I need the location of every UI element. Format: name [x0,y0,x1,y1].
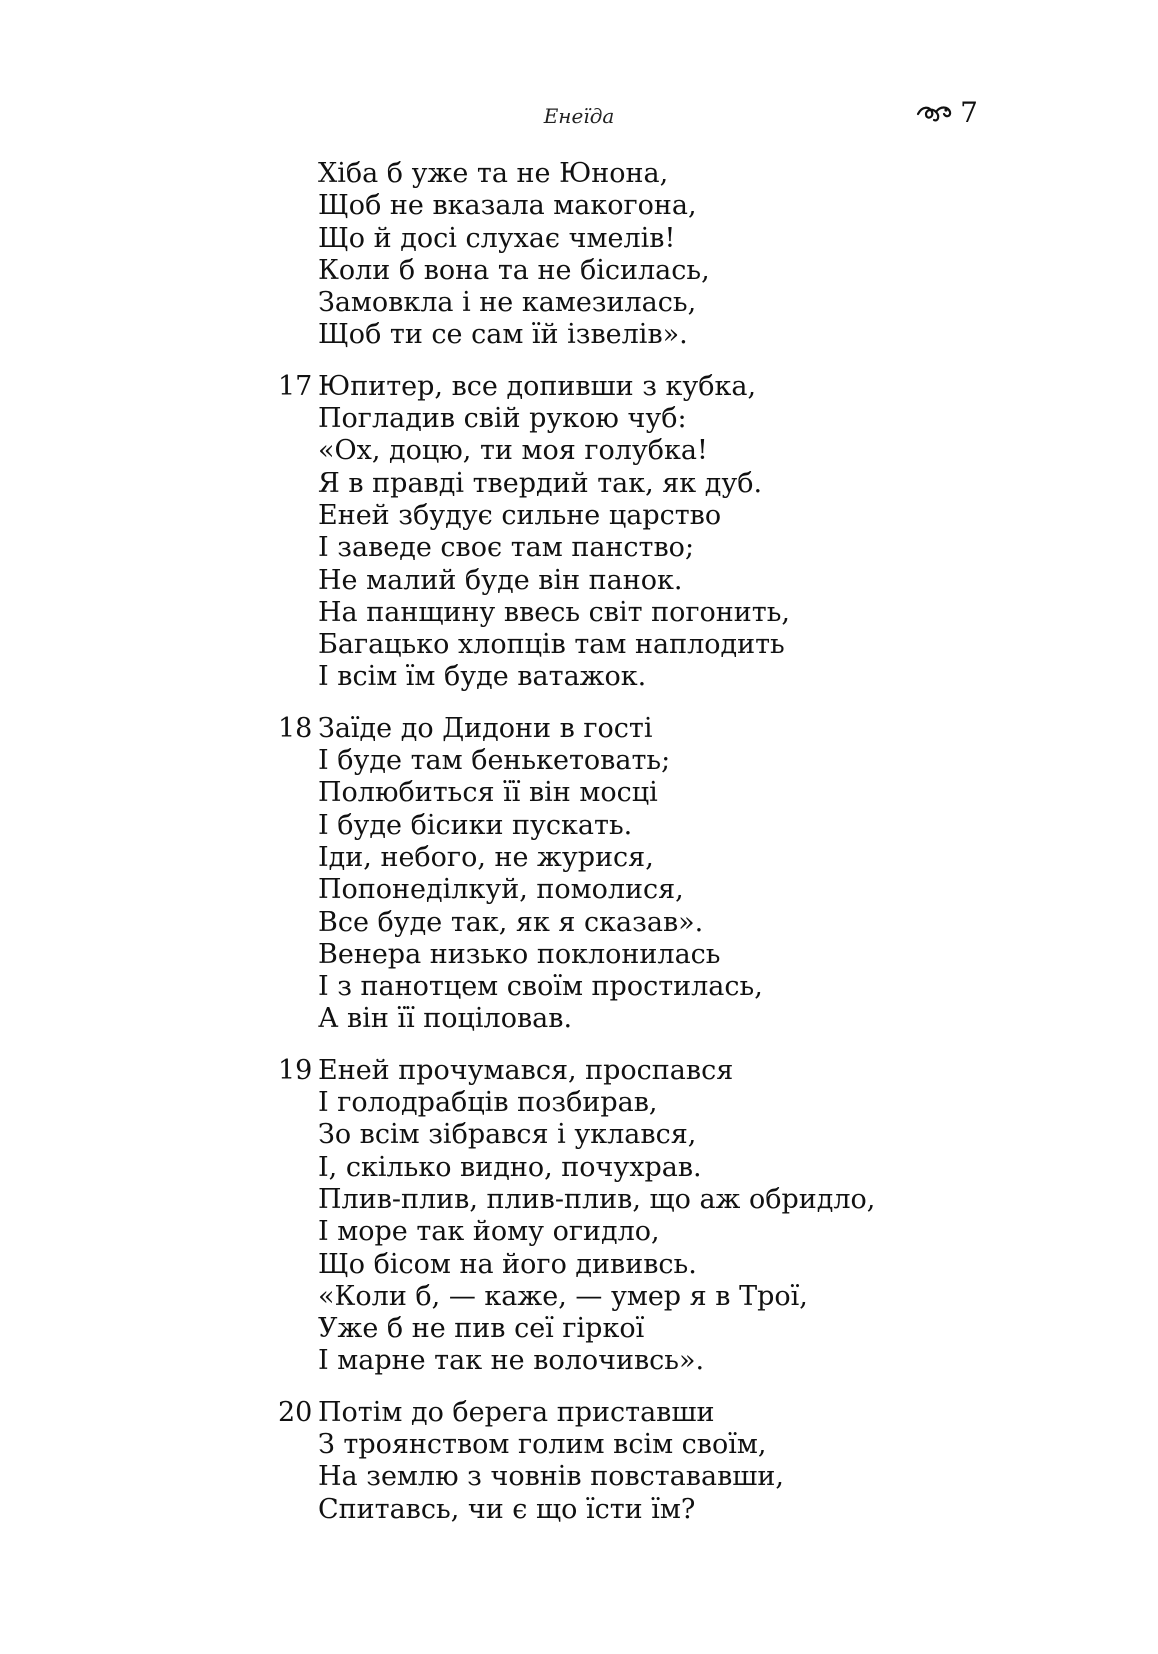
verse-line: Щоб не вказала макогона, [318,190,697,222]
verse-line: Не малий буде він панок. [318,564,683,596]
verse-line: І заведе своє там панство; [318,532,695,564]
verse-line: Спитавсь, чи є що їсти їм? [318,1493,696,1525]
flourish-ornament-icon [916,102,952,124]
verse-line: Еней прочумався, проспався [318,1054,734,1086]
stanza-number: 18 [278,712,313,744]
verse-line: І з панотцем своїм простилась, [318,971,763,1003]
running-title: Енеїда [543,104,615,128]
verse-line: І всім їм буде ватажок. [318,661,647,693]
verse-line: Я в правді твердий так, як дуб. [318,467,763,499]
verse-line: Попонеділкуй, помолися, [318,874,684,906]
page-folio [916,96,978,129]
verse-line: І море так йому огидло, [318,1216,660,1248]
verse-line: Іди, небого, не журися, [318,841,654,873]
verse-line: І марне так не волочивсь». [318,1345,705,1377]
verse-line: Все буде так, як я сказав». [318,906,704,938]
verse-line: Багацько хлопців там наплодить [318,629,785,661]
stanza-number: 19 [278,1054,313,1086]
verse-line: Зо всім зібрався і уклався, [318,1119,697,1151]
verse-line: Хіба б уже та не Юнона, [318,158,669,189]
page-number: 7 [960,96,978,129]
verse-line: Еней збудує сильне царство [318,499,722,531]
verse-line: Заїде до Дидони в гості [318,712,653,744]
verse-line: Коли б вона та не бісилась, [318,254,710,286]
stanza [278,713,998,1036]
verse-line: І буде бісики пускать. [318,809,633,841]
verse-line: Щоб ти се сам їй ізвелів». [318,319,688,351]
verse-line: «Ох, доцю, ти моя голубка! [318,435,708,467]
verse-line: На землю з човнів повстававши, [318,1461,784,1493]
verse-line: Венера низько поклонилась [318,938,721,970]
verse-line: Полюбиться її він мосці [318,777,658,809]
verse-line: Потім до берега приставши [318,1396,715,1428]
verse-line: Що бісом на його дививсь. [318,1248,697,1280]
verse-line: Юпитер, все допивши з кубка, [318,370,757,402]
verse-line: Плив-плив, плив-плив, що аж обридло, [318,1183,876,1215]
verse-line: І голодрабців позбирав, [318,1087,658,1119]
verse-line: З троянством голим всім своїм, [318,1428,767,1460]
verse-line: На панщину ввесь світ погонить, [318,596,790,628]
verse-line: І буде там бенькетовать; [318,745,671,777]
verse-line: А він її поціловав. [318,1003,573,1035]
poem-body [278,158,998,1545]
verse-line: Погладив свій рукою чуб: [318,403,687,435]
verse-line: І, скілько видно, почухрав. [318,1151,702,1183]
stanza-number: 17 [278,370,313,402]
verse-line: Замовкла і не камезилась, [318,287,697,319]
stanza-number: 20 [278,1396,313,1428]
stanza [278,1055,998,1378]
verse-line: «Коли б, — каже, — умер я в Трої, [318,1280,808,1312]
stanza [278,158,998,352]
stanza [278,371,998,694]
verse-line: Що й досі слухає чмелів! [318,222,676,254]
verse-line: Уже б не пив сеї гіркої [318,1313,645,1345]
stanza [278,1397,998,1526]
